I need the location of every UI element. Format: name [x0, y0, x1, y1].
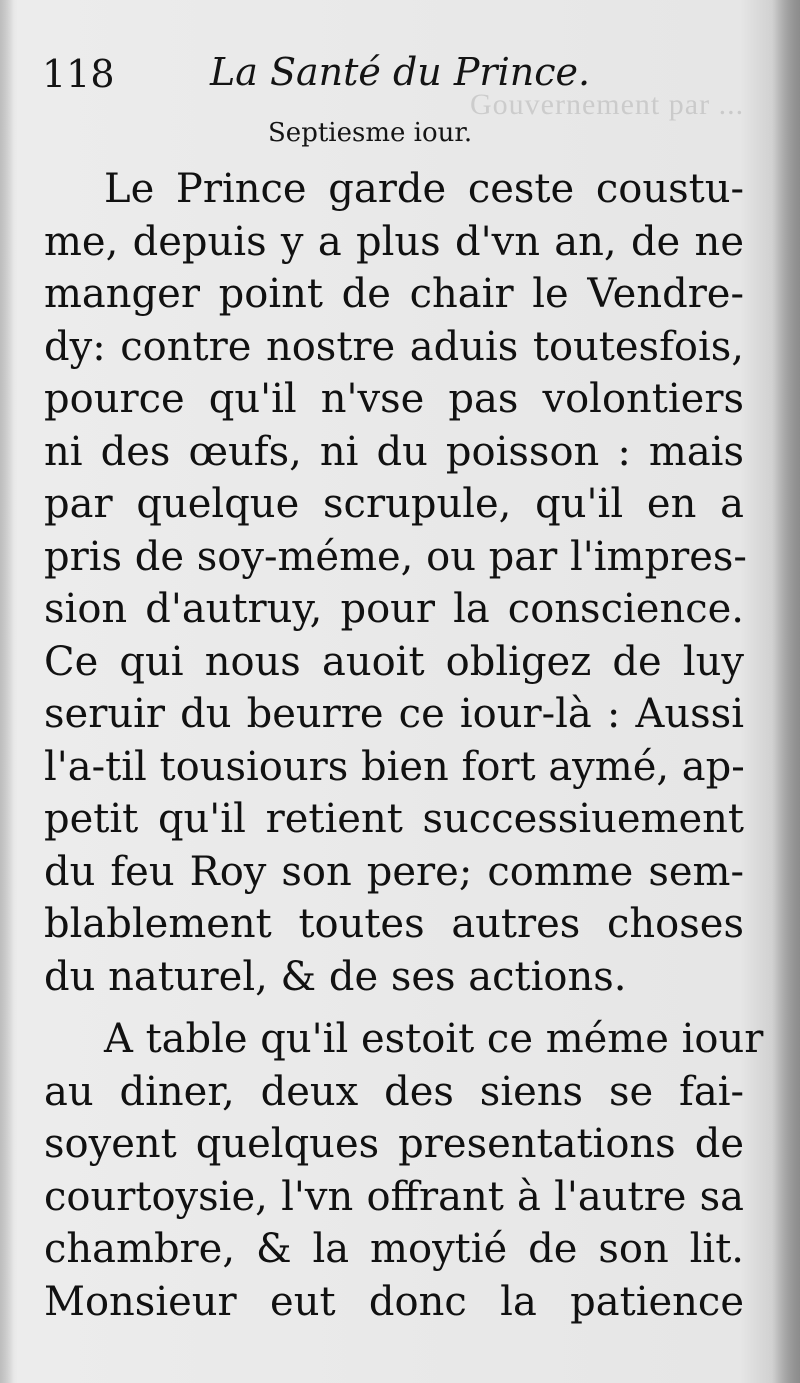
text-line: ni des œufs, ni du poisson : mais — [44, 428, 744, 475]
text-line: par quelque scrupule, qu'il en a — [44, 481, 744, 527]
text-line: Monsieur eut donc la patience — [44, 1278, 744, 1325]
text-line: me, depuis y a plus d'vn an, de ne — [44, 218, 744, 265]
text-line: Ce qui nous auoit obligez de luy — [44, 638, 744, 685]
section-heading: Septiesme iour. — [268, 118, 473, 148]
text-line: seruir du beurre ce iour-là : Aussi — [44, 691, 744, 737]
paragraph-1 — [44, 163, 747, 1003]
text-line: du feu Roy son pere; comme sem- — [44, 848, 744, 895]
text-line: du naturel, & de ses actions. — [44, 953, 627, 1000]
text-line: chambre, & la moytié de son lit. — [44, 1226, 744, 1272]
text-line: soyent quelques presentations de — [44, 1121, 744, 1167]
text-line: l'a-til tousiours bien fort aymé, ap- — [44, 743, 745, 790]
body-text — [44, 163, 764, 1328]
running-title: La Santé du Prince. — [210, 50, 591, 94]
text-line: pource qu'il n'vse pas volontiers — [44, 376, 744, 422]
text-line: dy: contre nostre aduis toutesfois, — [44, 323, 744, 370]
text-line: au diner, deux des siens se fai- — [44, 1068, 744, 1115]
gutter-shadow — [0, 0, 14, 1383]
text-line: courtoysie, l'vn offrant à l'autre sa — [44, 1173, 744, 1220]
text-line: blablement toutes autres choses — [44, 901, 744, 947]
show-through-text: Gouvernement par ... — [470, 88, 745, 121]
text-line: manger point de chair le Vendre- — [44, 271, 744, 317]
paragraph-2 — [44, 1013, 764, 1328]
text-line: A table qu'il estoit ce méme iour — [104, 1016, 764, 1062]
page-number: 118 — [42, 52, 115, 96]
page-edge-shadow — [772, 0, 800, 1383]
text-line: pris de soy-méme, ou par l'impres- — [44, 533, 747, 580]
text-line: petit qu'il retient successiuement — [44, 796, 744, 842]
text-line: sion d'autruy, pour la conscience. — [44, 586, 744, 632]
text-line: Le Prince garde ceste coustu- — [104, 166, 744, 212]
